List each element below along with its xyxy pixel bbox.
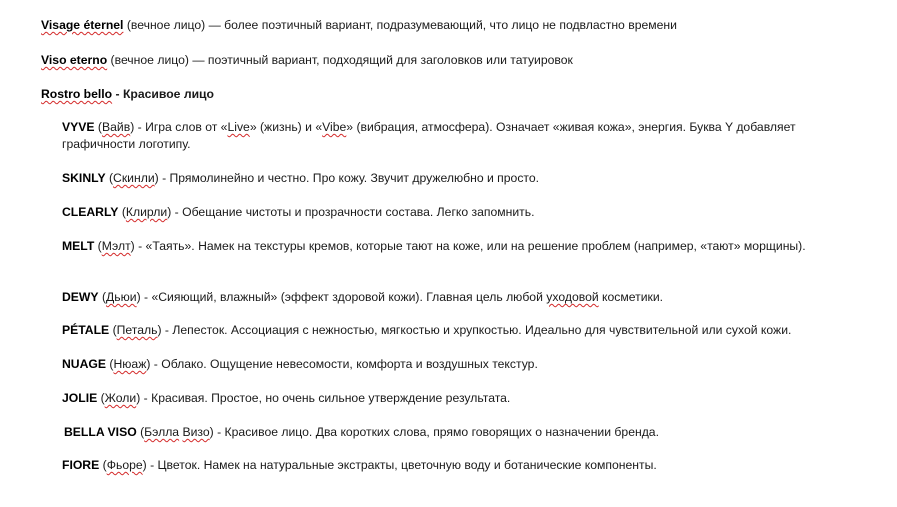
term: MELT xyxy=(62,239,95,253)
list-item-vyve xyxy=(62,119,862,153)
list-item-melt xyxy=(62,238,852,255)
description-part: косметики. xyxy=(598,290,664,304)
list-item-dewy xyxy=(62,289,663,306)
description: ) - Цветок. Намек на натуральные экстракты, цветочную воду и ботанические компоненты. xyxy=(142,458,657,472)
paren-open: ( xyxy=(118,205,126,219)
description: (вечное лицо) — поэтичный вариант, подходящий для заголовков или татуировок xyxy=(107,53,573,67)
term: BELLA VISO xyxy=(64,425,137,439)
heading-separator: - xyxy=(112,87,123,101)
paren-open: ( xyxy=(98,290,107,304)
pronunciation: Мэлт xyxy=(101,239,131,253)
term: FIORE xyxy=(62,458,100,472)
pronunciation: Петаль xyxy=(116,323,158,337)
list-item-nuage xyxy=(62,356,538,373)
term: Viso eterno xyxy=(41,53,108,67)
description: ) - Лепесток. Ассоциация с нежностью, мягкостью и хрупкостью. Идеально для чувствительной или сухой кожи. xyxy=(157,323,792,337)
paren-open: ( xyxy=(106,357,114,371)
paren-open: ( xyxy=(105,171,114,185)
description-part: ) - Игра слов от « xyxy=(130,120,228,134)
description-part: ) - «Сияющий, влажный» (эффект здоровой кожи). Главная цель любой xyxy=(136,290,547,304)
description: (вечное лицо) — более поэтичный вариант, подразумевающий, что лицо не подвластно времени xyxy=(123,18,677,32)
list-item-petale xyxy=(62,322,791,339)
list-item-fiore xyxy=(62,457,657,474)
description: ) - Красивое лицо. Два коротких слова, прямо говорящих о назначении бренда. xyxy=(209,425,659,439)
paren-open: ( xyxy=(109,323,117,337)
list-item-jolie xyxy=(62,390,510,407)
description: ) - Облако. Ощущение невесомости, комфорта и воздушных текстур. xyxy=(146,357,538,371)
description-part: » (жизнь) и « xyxy=(249,120,323,134)
pronunciation: Бэлла xyxy=(144,425,180,439)
word-live: Live xyxy=(227,120,250,134)
description: ) - «Таять». Намек на текстуры кремов, которые тают на коже, или на решение проблем (например, «тают» морщины). xyxy=(130,239,806,253)
description: ) - Обещание чистоты и прозрачности состава. Легко запомнить. xyxy=(167,205,535,219)
description: ) - Красивая. Простое, но очень сильное утверждение результата. xyxy=(136,391,511,405)
word-uhodovoy: уходовой xyxy=(546,290,599,304)
heading-term: Rostro bello xyxy=(41,87,113,101)
paragraph-visage-eternel xyxy=(41,17,677,34)
pronunciation: Нюаж xyxy=(113,357,147,371)
term: SKINLY xyxy=(62,171,106,185)
paren-open: ( xyxy=(136,425,145,439)
paren-open: ( xyxy=(99,458,107,472)
term: VYVE xyxy=(62,120,95,134)
term: CLEARLY xyxy=(62,205,119,219)
heading-subtitle: Красивое лицо xyxy=(122,87,214,101)
description-part: » (вибрация, атмосфера). Означает «живая кожа», энергия. Буква Y добавляет графичности логотипу. xyxy=(62,120,796,151)
description: ) - Прямолинейно и честно. Про кожу. Звучит дружелюбно и просто. xyxy=(154,171,540,185)
list-item-bella-viso xyxy=(64,424,659,441)
list-item-skinly xyxy=(62,170,539,187)
word-vibe: Vibe xyxy=(322,120,347,134)
pronunciation: Фьоре xyxy=(106,458,143,472)
paren-open: ( xyxy=(94,239,102,253)
pronunciation: Вайв xyxy=(101,120,131,134)
term: Visage éternel xyxy=(41,18,124,32)
pronunciation: Жоли xyxy=(104,391,137,405)
pronunciation: Дьюи xyxy=(106,290,137,304)
paren-open: ( xyxy=(94,120,102,134)
section-heading-rostro-bello xyxy=(41,86,214,103)
paren-open: ( xyxy=(97,391,105,405)
term: JOLIE xyxy=(62,391,98,405)
pronunciation: Скинли xyxy=(113,171,155,185)
term: DEWY xyxy=(62,290,99,304)
pronunciation: Клирли xyxy=(125,205,168,219)
pronunciation-second: Визо xyxy=(182,425,210,439)
paragraph-viso-eterno xyxy=(41,52,573,69)
term: NUAGE xyxy=(62,357,107,371)
term: PÉTALE xyxy=(62,323,110,337)
list-item-clearly xyxy=(62,204,535,221)
